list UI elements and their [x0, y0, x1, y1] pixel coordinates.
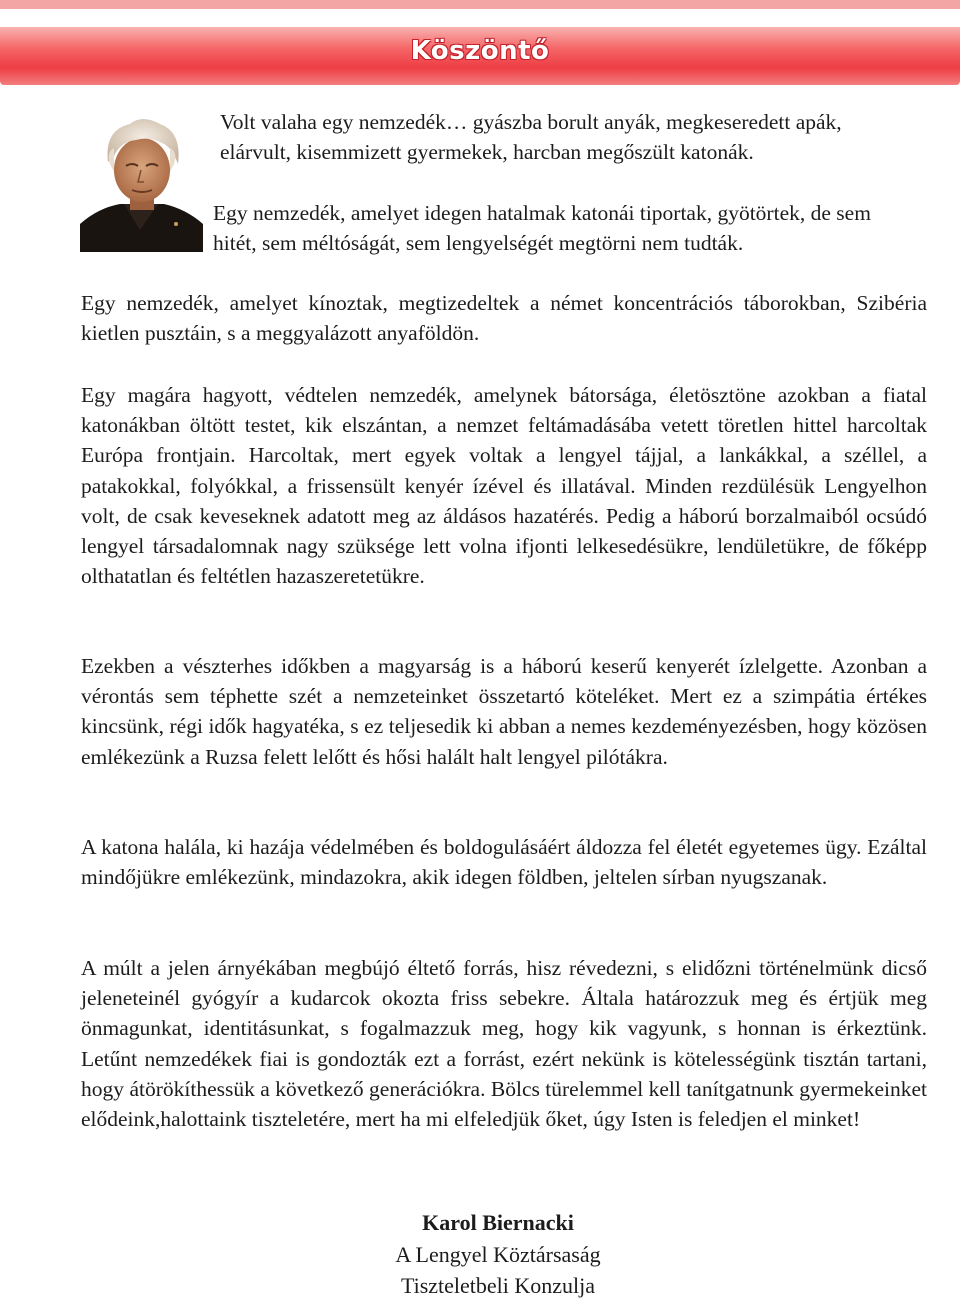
paragraph-5: A múlt a jelen árnyékában megbújó éltető forrás, hisz révedezni, s elidőzni történelmünk dicső jeleneteinél gyógyír a kudarcok okozta friss sebekre. Általa határozzuk meg és értjük meg önmagunkat, identitásunkat, s fogalmazzuk meg, hogy kik vagyunk, s honnan is érkeztünk. Letűnt nemzedékek fiai is gondozták ezt a forrást, ezért nekünk is kötelességünk tisztán tartani, hogy átörökíthessük a következő generációkra. Bölcs türelemmel kell tanítgatnunk gyermekeinket elődeink,halottaink tiszteletére, mert ha mi elfeledjük őket, úgy Isten is feledjen el minket!: [81, 956, 927, 1132]
signature-name: Karol Biernacki: [422, 1210, 574, 1235]
signature-block: [300, 1207, 696, 1302]
page-title: Köszöntő: [410, 36, 550, 66]
portrait-photo-icon: [80, 112, 203, 252]
signature-title-line-2: Tiszteletbeli Konzulja: [400, 1273, 596, 1298]
paragraph-4: A katona halála, ki hazája védelmében és boldogulásáért áldozza fel életét egyetemes ügy. Ezáltal mindőjükre emlékezünk, mindazokra, akik idegen földben, jeltelen sírban nyugszanak.: [81, 835, 927, 890]
signature-title-line-1: A Lengyel Köztársaság: [395, 1241, 601, 1267]
intro-line-2: Egy nemzedék, amelyet idegen hatalmak katonái tiportak, gyötörtek, de sem hitét, sem méltóságát, sem lengyelségét megtörni nem tudták.: [213, 201, 871, 256]
intro-line-1: Volt valaha egy nemzedék… gyászba borult anyák, megkeseredett apák, elárvult, kisemmizett gyermekek, harcban megőszült katonák.: [220, 110, 842, 165]
paragraph-2: Egy magára hagyott, védtelen nemzedék, amelynek bátorsága, életösztöne azokban a fiatal katonákban öltött testet, kik elszántan, a nemzet feltámadásába vetett töretlen hittel harcoltak Európa frontjain. Harcoltak, mert egyek voltak a lengyel tájjal, a lankákkal, a széllel, a patakokkal, folyókkal, a frissensült kenyér ízével és illatával. Minden rezdülésük Lengyelhon volt, de csak keveseknek adatott meg az áldásos hazatérés. Pedig a háború borzalmaiból ocsúdó lengyel társadalomnak nagy szüksége lett volna ifjonti lelkesedésükre, lendületükre, de főképp olthatatlan és feltétlen hazaszeretetükre.: [81, 383, 927, 589]
paragraph-1: Egy nemzedék, amelyet kínoztak, megtizedeltek a német koncentrációs táborokban, Szibéria kietlen pusztáin, s a meggyalázott anyaföldön.: [81, 291, 927, 346]
top-rule: [0, 0, 960, 9]
paragraph-3: Ezekben a vészterhes időkben a magyarság is a háború keserű kenyerét ízlelgette. Azonban a vérontás sem téphette szét a nemzeteinket összetartó köteléket. Mert ez a szimpátia értékes kincsünk, régi idők hagyatéka, s ez teljesedik ki abban a nemes kezdeményezésben, hogy közösen emlékezünk a Ruzsa felett lelőtt és hősi halált halt lengyel pilótákra.: [81, 654, 927, 769]
